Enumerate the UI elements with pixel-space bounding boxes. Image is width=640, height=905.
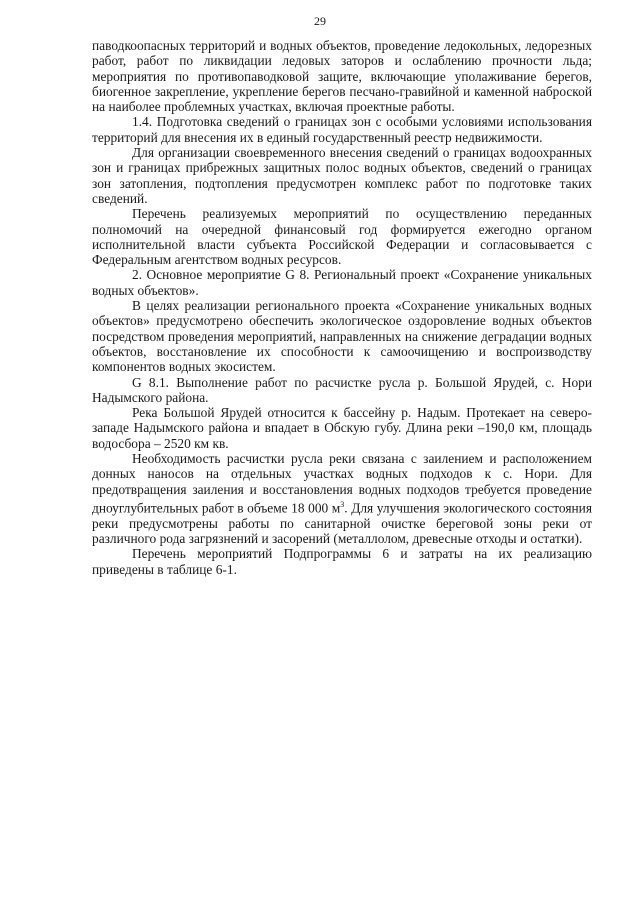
paragraph-section-2: 2. Основное мероприятие G 8. Региональный проект «Сохранение уникальных водных объектов». [92,267,592,298]
dredging-text-before: Необходимость расчистки русла реки связана с заилением и расположением донных наносов на отдельных участках водных подходов к с. Нори. Для предотвращения заиления и восстановления водных подходов требуется проведение дноуглубительных работ в объеме 18 000 м [92,451,592,516]
paragraph-zone-boundaries: Для организации своевременного внесения сведений о границах водоохранных зон и границах прибрежных защитных полос водных объектов, сведений о границах зон затопления, подтопления предусмотрен комплекс работ по подготовке таких сведений. [92,145,592,206]
paragraph-measures-list: Перечень реализуемых мероприятий по осуществлению переданных полномочий на очередной финансовый год формируется ежегодно органом исполнительной власти субъекта Российской Федерации и согласовывается с Федеральным агентством водных ресурсов. [92,206,592,268]
paragraph-table-reference: Перечень мероприятий Подпрограммы 6 и затраты на их реализацию приведены в таблице 6-1. [92,546,592,577]
page-number: 29 [314,14,326,28]
document-body [92,38,592,577]
paragraph-river-description: Река Большой Ярудей относится к бассейну р. Надым. Протекает на северо-западе Надымского района и впадает в Обскую губу. Длина реки –190,0 км, площадь водосбора – 2520 км кв. [92,405,592,451]
paragraph-g-8-1: G 8.1. Выполнение работ по расчистке русла р. Большой Ярудей, с. Нори Надымского района. [92,374,592,405]
paragraph-regional-project: В целях реализации регионального проекта «Сохранение уникальных водных объектов» предусмотрено обеспечить экологическое оздоровление водных объектов посредством проведения мероприятий, направленных на снижение деградации водных объектов, восстановление их способности к самоочищению и воспроизводству компонентов водных экосистем. [92,298,592,375]
paragraph-dredging [92,451,592,546]
paragraph-section-1-4: 1.4. Подготовка сведений о границах зон с особыми условиями использования территорий для внесения их в единый государственный реестр недвижимости. [92,114,592,145]
dredging-unit-superscript: 3 [340,499,345,509]
paragraph-flood-measures: паводкоопасных территорий и водных объектов, проведение ледокольных, ледорезных работ, работ по ликвидации ледовых заторов и ослаблению прочности льда; мероприятия по противопаводковой защите, включающие уполаживание берегов, биогенное закрепление, укрепление берегов песчано-гравийной и каменной наброской на наиболее проблемных участках, включая проектные работы. [92,38,592,115]
dredging-text-after: . Для улучшения экологического состояния реки предусмотрены работы по санитарной очистке береговой зоны реки от различного рода загрязнений и засорений (металлолом, древесные отходы и остатки). [92,500,592,546]
